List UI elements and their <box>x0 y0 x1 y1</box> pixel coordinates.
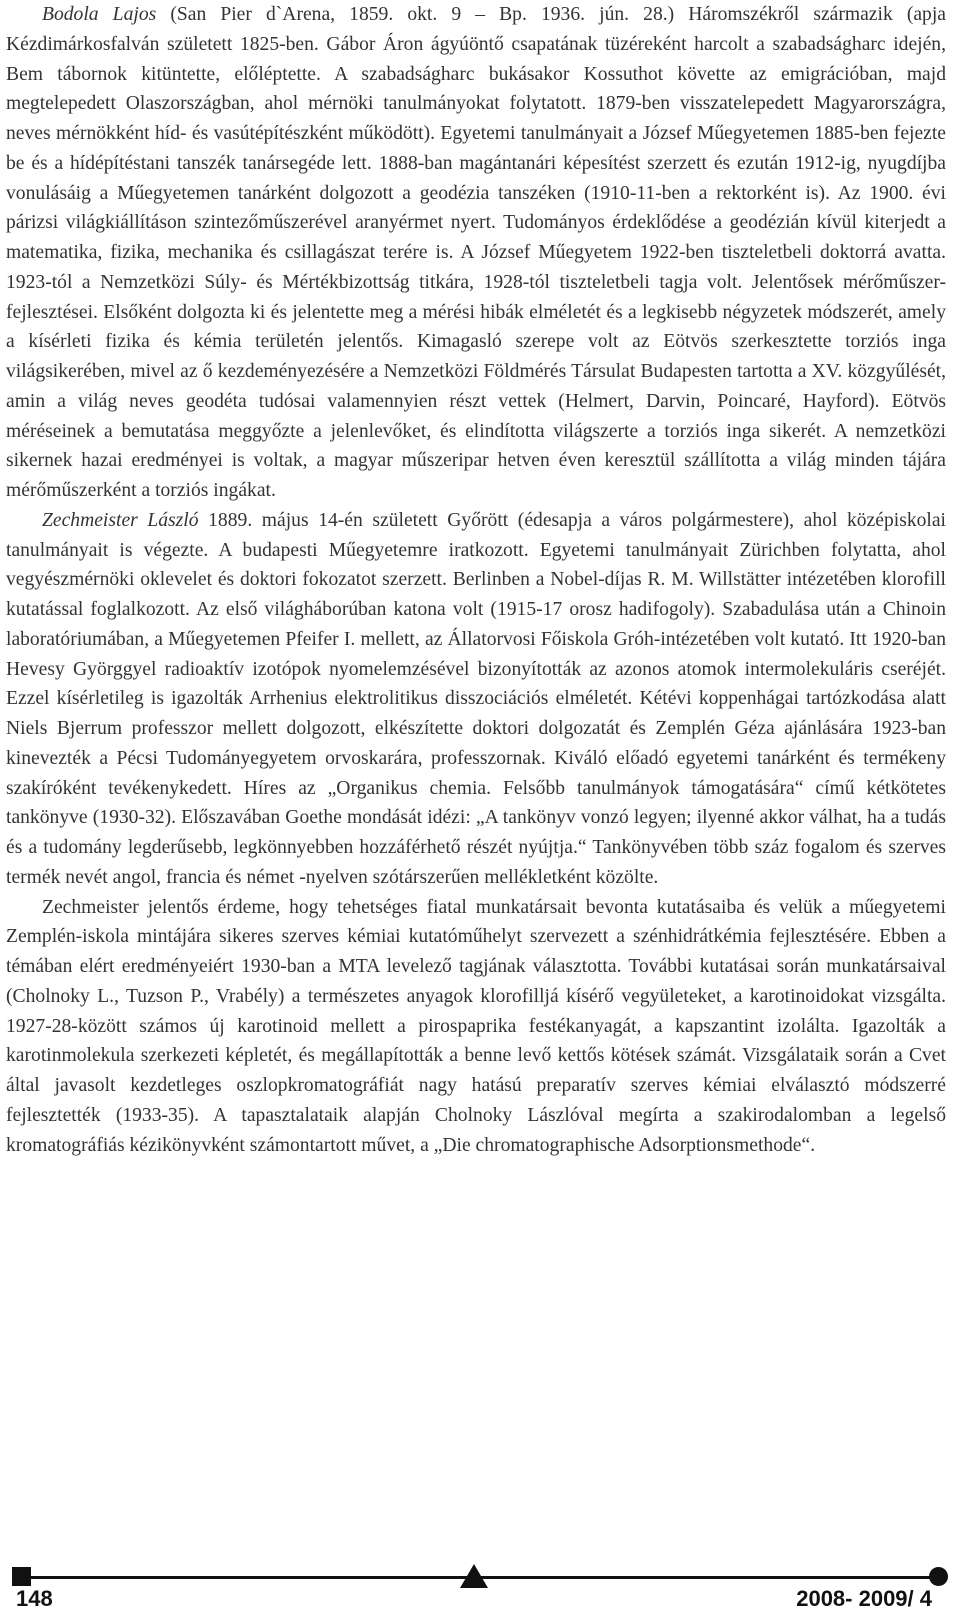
issue-label: 2008- 2009/ 4 <box>796 1586 932 1611</box>
paragraph-zechmeister <box>6 506 946 893</box>
square-ornament-icon <box>12 1567 31 1586</box>
paragraph-bodola <box>6 0 946 506</box>
triangle-ornament-icon <box>460 1564 488 1588</box>
page-footer <box>6 1566 946 1616</box>
circle-ornament-icon <box>929 1567 948 1586</box>
person-name-bodola: Bodola Lajos <box>42 4 157 25</box>
paragraph-text: Zechmeister jelentős érdeme, hogy tehetséges fiatal munkatársait bevonta kutatásaiba és velük a műegyetemi Zemplén-iskola mintájára sikeres szerves kémiai kutatóműhelyt szervezett a szénhidrátkémia fejlesztésére. Ebben a témában elért eredményeiért 1930-ban a MTA levelező tagjának választotta. További kutatásai során munkatársaival (Cholnoky L., Tuzson P., Vrabély) a természetes anyagok klorofilljá kísérő vegyületeket, a karotinoidokat vizsgálta. 1927-28-között számos új karotinoid mellett a pirospaprika festékanyagát, a kapszantint izolálta. Igazolták a karotinmolekula szerkezeti képletét, és megállapították a benne levő kettős kötések számát. Vizsgálataik során a Cvet által javasolt kezdetleges oszlopkromatográfiát nagy hatású preparatív szerves kémiai elválasztó módszerré fejlesztették (1933-35). A tapasztalataik alapján Cholnoky Lászlóval megírta a szakirodalomban a legelső kromatográfiás kézikönyvként számontartott művet, a „Die chromatographische Adsorptionsmethode“. <box>6 896 946 1156</box>
person-name-zechmeister: Zechmeister László <box>42 509 199 531</box>
paragraph-text: 1889. május 14-én született Győrött (édesapja a város polgármestere), ahol középiskolai tanulmányait is végezte. A budapesti Műegyetemre iratkozott. Egyetemi tanulmányait Zürichben folytatta, ahol vegyészmérnöki oklevelet és doktori fokozatot szerzett. Berlinben a Nobel-díjas R. M. Willstätter intézetében klorofill kutatással foglalkozott. Az első világháborúban katona volt (1915-17 orosz hadifogoly). Szabadulása után a Chinoin laboratóriumában, a Műegyetemen Pfeifer I. mellett, az Állatorvosi Főiskola Gróh-intézetében volt kutató. Itt 1920-ban Hevesy Györggyel radioaktív izotópok nyomelemzésével bizonyították az azonos atomok intermolekuláris cseréjét. Ezzel kísérletileg is igazolták Arrhenius elektrolitikus disszociációs elméletét. Kétévi koppenhágai tartózkodása alatt Niels Bjerrum professzor mellett dolgozott, elkészítette doktori dolgozatát és Zemplén Géza ajánlására 1923-ban kinevezték a Pécsi Tudományegyetem orvoskarára, professzornak. Kiváló előadó egyetemi tanárként és termékeny szakíróként tevékenykedett. Híres az „Organikus chemia. Felsőbb tanulmányok támogatására“ című kétkötetes tankönyve (1930-32). Előszavában Goethe mondását idézi: „A tankönyv vonzó legyen; ilyenné akkor válhat, ha a tudás és a tudomány legderűsebb, legkönnyebben hozzáférhető részét nyújtja.“ Tankönyvében több száz fogalom és szerves termék nevét angol, francia és német -nyelven szótárszerűen mellékletként közölte. <box>6 509 946 888</box>
article-body <box>6 0 946 1160</box>
page-number: 148 <box>16 1586 53 1611</box>
paragraph-zechmeister-merits <box>6 893 946 1161</box>
paragraph-text: (San Pier d`Arena, 1859. okt. 9 – Bp. 1936. jún. 28.) Háromszékről származik (apja Kézdimárkosfalván született 1825-ben. Gábor Áron ágyúöntő csapatának tüzéreként harcolt a szabadságharc idején, Bem tábornok kitüntette, előléptette. A szabadságharc bukásakor Kossuthot követte az emigrációban, majd megtelepedett Olaszországban, ahol mérnöki tanulmányokat folytatott. 1879-ben visszatelepedett Magyarországra, neves mérnökként híd- és vasútépítészként működött). Egyetemi tanulmányait a József Műegyetemen 1885-ben fejezte be és a hídépítéstani tanszék tanársegéde lett. 1888-ban magántanári képesítést szerzett és ezután 1912-ig, nyugdíjba vonulásáig a Műegyetemen tanárként dolgozott a geodézia tanszéken (1910-11-ben a rektorként is). Az 1900. évi párizsi világkiállításon szintezőműszerével aranyérmet nyert. Tudományos érdeklődése a geodézián kívül kiterjedt a matematika, fizika, mechanika és csillagászat terére is. A József Műegyetem 1922-ben tiszteletbeli doktorrá avatta. 1923-tól a Nemzetközi Súly- és Mértékbizottság titkára, 1928-tól tiszteletbeli tagja volt. Jelentősek mérőműszer-fejlesztései. Elsőként dolgozta ki és jelentette meg a mérési hibák elméletét és a legkisebb négyzetek módszerét, amely a kísérleti fizika és kémia területén jelentős. Kimagasló szerepe volt az Eötvös szerkesztette torziós inga világsikerében, mivel az ő kezdeményezésére a Nemzetközi Földmérés Társulat Budapesten tartotta a XV. közgyűlését, amin a világ neves geodéta tudósai valamennyien részt vettek (Helmert, Darvin, Poincaré, Hayford). Eötvös méréseinek a bemutatása meggyőzte a jelenlevőket, és elindította világszerte a torziós inga sikerét. A nemzetközi sikernek hazai eredményei is voltak, a magyar műszeripar hetven éven keresztül szállította a világ minden tájára mérőműszerként a torziós ingákat. <box>6 4 946 501</box>
